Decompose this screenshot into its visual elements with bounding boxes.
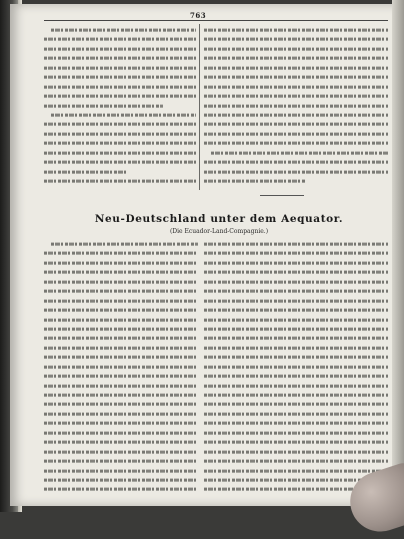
text-line (51, 29, 196, 32)
text-line (204, 271, 388, 274)
text-line (204, 243, 388, 246)
text-line (204, 180, 305, 183)
text-line (44, 132, 196, 135)
text-line (204, 422, 388, 425)
text-line (211, 151, 388, 154)
text-line (44, 422, 198, 425)
text-line (204, 280, 388, 283)
text-line (44, 261, 198, 264)
text-line (44, 309, 198, 312)
page-edge-shadow (392, 0, 404, 512)
text-line (44, 180, 196, 183)
page-number: 763 (190, 11, 207, 20)
text-line (44, 38, 196, 41)
column-divider (199, 24, 200, 190)
text-line (204, 337, 388, 340)
text-line (44, 365, 198, 368)
text-line (204, 66, 388, 69)
text-line (44, 328, 198, 331)
text-line (44, 431, 198, 434)
text-line (44, 123, 196, 126)
text-line (204, 309, 388, 312)
text-line (204, 38, 388, 41)
text-line (204, 142, 388, 145)
text-line (44, 47, 196, 50)
text-line (44, 346, 198, 349)
text-line (44, 441, 198, 444)
text-line (44, 375, 198, 378)
text-line (44, 337, 198, 340)
text-line (44, 394, 198, 397)
text-line (204, 261, 388, 264)
text-line (51, 243, 198, 246)
text-line (204, 441, 388, 444)
text-line (44, 280, 198, 283)
text-line (44, 151, 196, 154)
text-line (204, 384, 388, 387)
text-line (44, 76, 196, 79)
text-line (204, 29, 388, 32)
text-line (204, 469, 388, 472)
text-line (44, 57, 196, 60)
text-line (204, 76, 388, 79)
text-line (204, 412, 388, 415)
text-line (44, 403, 198, 406)
article-title: Neu-Deutschland unter dem Aequator. (94, 213, 344, 225)
text-line (204, 170, 388, 173)
text-line (204, 104, 388, 107)
text-line (204, 252, 388, 255)
text-line (44, 299, 198, 302)
text-line (204, 394, 388, 397)
text-line (44, 412, 198, 415)
text-line (44, 95, 196, 98)
lower-left-column (44, 240, 198, 506)
text-line (204, 161, 388, 164)
text-line (44, 450, 198, 453)
text-line (44, 252, 198, 255)
text-line (204, 114, 388, 117)
text-line (204, 95, 388, 98)
text-line (204, 375, 388, 378)
text-line (204, 132, 388, 135)
text-line (51, 114, 196, 117)
text-line (204, 57, 388, 60)
article-subtitle: (Die Ecuador-Land-Compagnie.) (169, 228, 269, 235)
text-line (44, 85, 196, 88)
text-line (44, 384, 198, 387)
text-line (44, 469, 198, 472)
text-line (204, 431, 388, 434)
text-line (204, 460, 388, 463)
text-line (204, 403, 388, 406)
text-line (44, 488, 198, 491)
text-line (204, 290, 388, 293)
text-line (44, 356, 198, 359)
text-line (204, 318, 388, 321)
text-line (44, 142, 196, 145)
header-rule (44, 20, 388, 21)
text-line (204, 450, 388, 453)
lower-right-column (204, 240, 388, 506)
text-line (204, 123, 388, 126)
text-line (204, 365, 388, 368)
section-divider (260, 195, 304, 196)
text-line (44, 460, 198, 463)
text-line (44, 271, 198, 274)
text-line (44, 290, 198, 293)
text-line (204, 85, 388, 88)
upper-right-column (204, 26, 388, 192)
text-line (44, 161, 196, 164)
upper-left-column (44, 26, 196, 192)
text-line (204, 346, 388, 349)
text-line (44, 104, 163, 107)
text-line (204, 47, 388, 50)
text-line (204, 328, 388, 331)
text-line (204, 356, 388, 359)
text-line (204, 299, 388, 302)
text-line (44, 170, 128, 173)
text-line (44, 318, 198, 321)
text-line (44, 66, 196, 69)
text-line (44, 479, 198, 482)
